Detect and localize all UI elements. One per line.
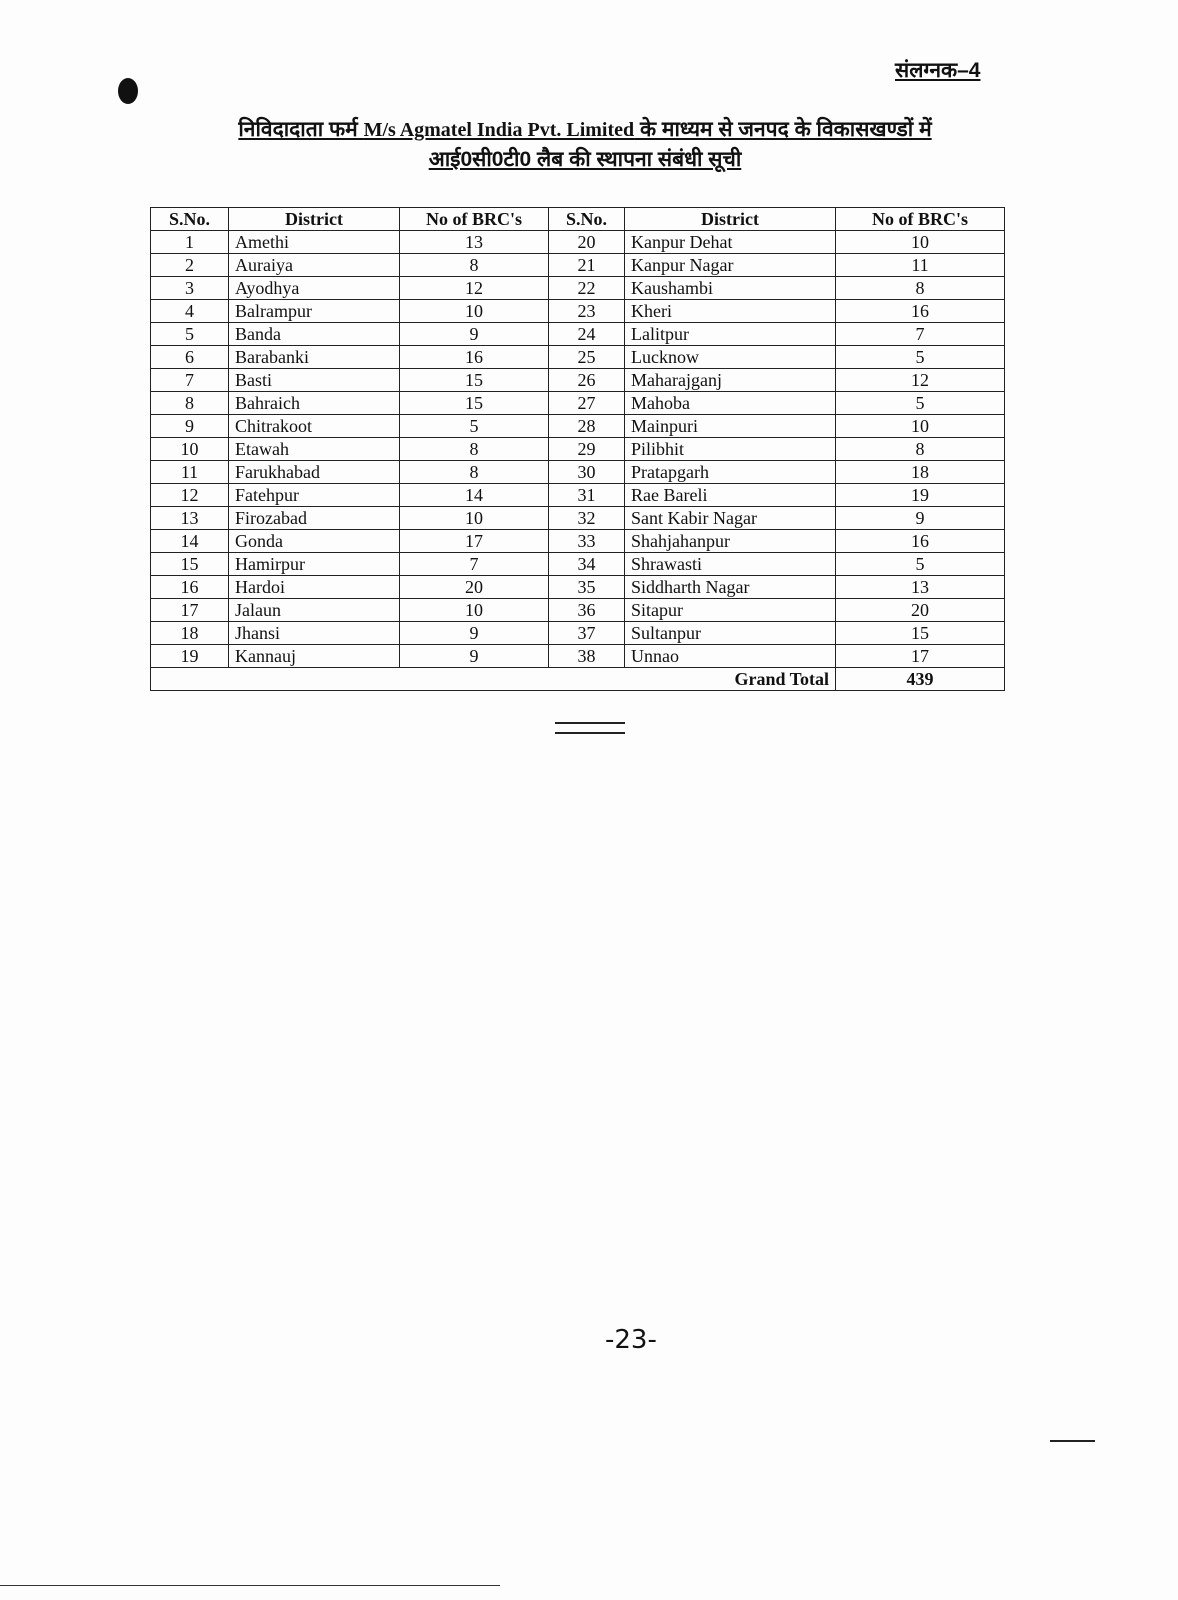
table-cell: 24 bbox=[549, 323, 625, 346]
table-cell: 13 bbox=[151, 507, 229, 530]
table-row bbox=[151, 553, 1005, 576]
table-row bbox=[151, 507, 1005, 530]
table-cell: 7 bbox=[836, 323, 1005, 346]
table-cell: Basti bbox=[229, 369, 400, 392]
table-cell: Auraiya bbox=[229, 254, 400, 277]
table-cell: Kaushambi bbox=[625, 277, 836, 300]
table-cell: 11 bbox=[836, 254, 1005, 277]
table-cell: 34 bbox=[549, 553, 625, 576]
table-cell: Pilibhit bbox=[625, 438, 836, 461]
table-cell: Shrawasti bbox=[625, 553, 836, 576]
table-cell: 11 bbox=[151, 461, 229, 484]
table-cell: Fatehpur bbox=[229, 484, 400, 507]
table-cell: 5 bbox=[400, 415, 549, 438]
table-cell: 25 bbox=[549, 346, 625, 369]
col-header: No of BRC's bbox=[836, 208, 1005, 231]
table-cell: Shahjahanpur bbox=[625, 530, 836, 553]
table-cell: 38 bbox=[549, 645, 625, 668]
table-cell: Rae Bareli bbox=[625, 484, 836, 507]
table-cell: 6 bbox=[151, 346, 229, 369]
table-row bbox=[151, 599, 1005, 622]
table-row bbox=[151, 392, 1005, 415]
table-cell: 8 bbox=[836, 277, 1005, 300]
table-cell: 9 bbox=[400, 645, 549, 668]
table-cell: 8 bbox=[400, 438, 549, 461]
table-cell: 3 bbox=[151, 277, 229, 300]
grand-total-row bbox=[151, 668, 1005, 691]
table-cell: 15 bbox=[836, 622, 1005, 645]
table-cell: 19 bbox=[151, 645, 229, 668]
table-cell: Kanpur Nagar bbox=[625, 254, 836, 277]
table-row bbox=[151, 461, 1005, 484]
table-cell: 17 bbox=[400, 530, 549, 553]
col-header: S.No. bbox=[151, 208, 229, 231]
table-cell: Farukhabad bbox=[229, 461, 400, 484]
table-cell: Kheri bbox=[625, 300, 836, 323]
table-cell: 5 bbox=[836, 392, 1005, 415]
table-cell: Lucknow bbox=[625, 346, 836, 369]
table-cell: Barabanki bbox=[229, 346, 400, 369]
table-cell: 19 bbox=[836, 484, 1005, 507]
table-cell: 23 bbox=[549, 300, 625, 323]
scan-edge bbox=[0, 1585, 500, 1586]
title-firm: M/s Agmatel India Pvt. Limited bbox=[363, 119, 635, 141]
table-cell: 15 bbox=[400, 392, 549, 415]
title-line2: आई0सी0टी0 लैब की स्थापना संबंधी सूची bbox=[428, 148, 742, 171]
table-cell: Lalitpur bbox=[625, 323, 836, 346]
table-cell: 16 bbox=[151, 576, 229, 599]
grand-total-label: Grand Total bbox=[151, 668, 836, 691]
table-cell: 26 bbox=[549, 369, 625, 392]
table-cell: 10 bbox=[400, 599, 549, 622]
table-row bbox=[151, 277, 1005, 300]
annex-label: संलग्नक–4 bbox=[895, 59, 981, 82]
table-cell: 10 bbox=[400, 300, 549, 323]
table-cell: 8 bbox=[836, 438, 1005, 461]
table-row bbox=[151, 323, 1005, 346]
table-cell: 1 bbox=[151, 231, 229, 254]
table-cell: 2 bbox=[151, 254, 229, 277]
table-cell: Unnao bbox=[625, 645, 836, 668]
table-cell: 20 bbox=[836, 599, 1005, 622]
table-row bbox=[151, 300, 1005, 323]
table-row bbox=[151, 622, 1005, 645]
table-cell: Jalaun bbox=[229, 599, 400, 622]
table-cell: 7 bbox=[151, 369, 229, 392]
col-header: No of BRC's bbox=[400, 208, 549, 231]
ink-blot bbox=[118, 78, 138, 104]
table-cell: Banda bbox=[229, 323, 400, 346]
table-row bbox=[151, 254, 1005, 277]
brc-table bbox=[150, 207, 1005, 691]
table-cell: Pratapgarh bbox=[625, 461, 836, 484]
table-cell: 31 bbox=[549, 484, 625, 507]
table-cell: 10 bbox=[151, 438, 229, 461]
table-cell: 17 bbox=[836, 645, 1005, 668]
document-title bbox=[160, 115, 1010, 174]
table-cell: 7 bbox=[400, 553, 549, 576]
table-cell: 10 bbox=[836, 231, 1005, 254]
table-cell: 8 bbox=[400, 461, 549, 484]
table-cell: Kannauj bbox=[229, 645, 400, 668]
table-cell: Jhansi bbox=[229, 622, 400, 645]
scan-mark bbox=[1050, 1440, 1095, 1442]
col-header: S.No. bbox=[549, 208, 625, 231]
table-cell: 32 bbox=[549, 507, 625, 530]
table-row bbox=[151, 484, 1005, 507]
col-header: District bbox=[229, 208, 400, 231]
table-row bbox=[151, 369, 1005, 392]
table-cell: 5 bbox=[836, 346, 1005, 369]
table-cell: Mainpuri bbox=[625, 415, 836, 438]
table-cell: 12 bbox=[836, 369, 1005, 392]
table-row bbox=[151, 346, 1005, 369]
end-line bbox=[555, 732, 625, 734]
table-cell: 9 bbox=[151, 415, 229, 438]
title-part1: निविदादाता फर्म bbox=[238, 118, 364, 141]
page-number: -23- bbox=[605, 1325, 657, 1355]
table-cell: 4 bbox=[151, 300, 229, 323]
grand-total-value: 439 bbox=[836, 668, 1005, 691]
table-header-row bbox=[151, 208, 1005, 231]
table-cell: 33 bbox=[549, 530, 625, 553]
table-cell: 10 bbox=[836, 415, 1005, 438]
table-cell: Amethi bbox=[229, 231, 400, 254]
table-cell: 36 bbox=[549, 599, 625, 622]
table-cell: 9 bbox=[836, 507, 1005, 530]
table-cell: 12 bbox=[151, 484, 229, 507]
table-cell: Hardoi bbox=[229, 576, 400, 599]
table-cell: 9 bbox=[400, 323, 549, 346]
end-line bbox=[555, 722, 625, 724]
table-cell: Siddharth Nagar bbox=[625, 576, 836, 599]
table-cell: 10 bbox=[400, 507, 549, 530]
table-cell: 30 bbox=[549, 461, 625, 484]
table-cell: 14 bbox=[400, 484, 549, 507]
table-row bbox=[151, 415, 1005, 438]
table-cell: 15 bbox=[151, 553, 229, 576]
table-cell: 18 bbox=[836, 461, 1005, 484]
table-cell: Etawah bbox=[229, 438, 400, 461]
table-cell: Kanpur Dehat bbox=[625, 231, 836, 254]
table-cell: 16 bbox=[400, 346, 549, 369]
table-row bbox=[151, 231, 1005, 254]
table-row bbox=[151, 438, 1005, 461]
table-cell: Hamirpur bbox=[229, 553, 400, 576]
table-cell: 13 bbox=[836, 576, 1005, 599]
table-cell: 27 bbox=[549, 392, 625, 415]
table-cell: 9 bbox=[400, 622, 549, 645]
table-cell: 8 bbox=[400, 254, 549, 277]
table-row bbox=[151, 645, 1005, 668]
table-cell: Sultanpur bbox=[625, 622, 836, 645]
table-cell: Sitapur bbox=[625, 599, 836, 622]
table-cell: 12 bbox=[400, 277, 549, 300]
table-cell: 5 bbox=[151, 323, 229, 346]
table-cell: 8 bbox=[151, 392, 229, 415]
table-cell: Gonda bbox=[229, 530, 400, 553]
table-cell: Mahoba bbox=[625, 392, 836, 415]
table-cell: 16 bbox=[836, 530, 1005, 553]
table-cell: 15 bbox=[400, 369, 549, 392]
table-cell: 5 bbox=[836, 553, 1005, 576]
table-cell: 14 bbox=[151, 530, 229, 553]
table-cell: Ayodhya bbox=[229, 277, 400, 300]
table-cell: 13 bbox=[400, 231, 549, 254]
table-cell: 20 bbox=[549, 231, 625, 254]
table-cell: 17 bbox=[151, 599, 229, 622]
table-row bbox=[151, 576, 1005, 599]
table-cell: 16 bbox=[836, 300, 1005, 323]
table-cell: 18 bbox=[151, 622, 229, 645]
table-cell: Maharajganj bbox=[625, 369, 836, 392]
table-cell: Balrampur bbox=[229, 300, 400, 323]
table-cell: Chitrakoot bbox=[229, 415, 400, 438]
table-cell: Bahraich bbox=[229, 392, 400, 415]
table-cell: 20 bbox=[400, 576, 549, 599]
table-cell: Firozabad bbox=[229, 507, 400, 530]
table-row bbox=[151, 530, 1005, 553]
table-cell: Sant Kabir Nagar bbox=[625, 507, 836, 530]
table-cell: 22 bbox=[549, 277, 625, 300]
table-cell: 28 bbox=[549, 415, 625, 438]
table-cell: 35 bbox=[549, 576, 625, 599]
table-cell: 37 bbox=[549, 622, 625, 645]
col-header: District bbox=[625, 208, 836, 231]
table-cell: 29 bbox=[549, 438, 625, 461]
title-part2: के माध्यम से जनपद के विकासखण्डों में bbox=[634, 118, 932, 141]
table-cell: 21 bbox=[549, 254, 625, 277]
